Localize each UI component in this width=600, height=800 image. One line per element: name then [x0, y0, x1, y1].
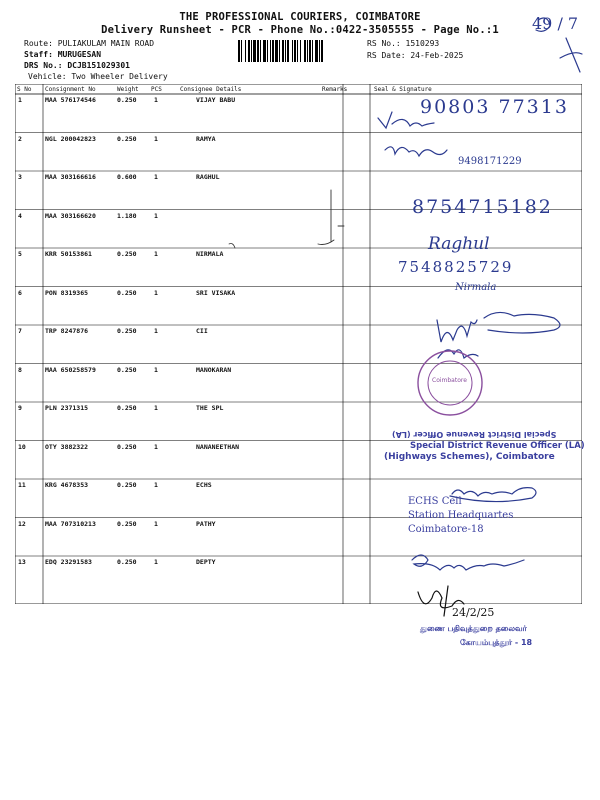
runsheet-subtitle: Delivery Runsheet - PCR - Phone No.:0422-3505555 - Page No.:1	[101, 24, 499, 36]
row-pcs: 1	[154, 558, 158, 566]
row-consignee: NIRMALA	[196, 250, 224, 258]
row-sno: 12	[18, 519, 26, 528]
col-header-weight: Weight	[117, 86, 139, 93]
row-weight: 0.250	[117, 481, 137, 489]
row-sno: 1	[18, 96, 22, 104]
row-weight: 0.250	[117, 519, 137, 528]
tick-row5	[229, 244, 235, 249]
mark-row4	[318, 190, 334, 245]
row-weight: 1.180	[117, 211, 137, 220]
row-consignment-no: NGL 200042823	[45, 134, 96, 143]
stamp-officer-mirror: Special District Revenue Officer (LA)	[392, 430, 557, 439]
row-consignment-no: EDQ 23291583	[45, 558, 92, 566]
row-sno: 7	[18, 327, 22, 335]
row-pcs: 1	[154, 481, 158, 489]
handwritten-phone-row5: 7548825729	[398, 258, 514, 276]
row-consignment-no: PLN 2371315	[45, 404, 89, 412]
row-consignee: CII	[196, 327, 208, 335]
signature-row11	[450, 488, 536, 502]
row-sno: 6	[18, 288, 22, 297]
handwritten-phone-row1: 90803 77313	[420, 96, 569, 118]
row-pcs: 1	[154, 250, 158, 258]
row-consignee: PATHY	[196, 519, 216, 528]
stamp-officer-line1: Special District Revenue Officer (LA)	[410, 441, 585, 451]
signature-row7	[437, 320, 477, 342]
col-header-consignment: Consignment No	[45, 86, 96, 93]
row-consignee: RAMYA	[196, 134, 216, 143]
row-pcs: 1	[154, 134, 158, 143]
row-weight: 0.250	[117, 96, 137, 104]
row-consignment-no: MAA 303166616	[45, 173, 96, 181]
row-consignment-no: MAA 576174546	[45, 96, 96, 104]
row-sno: 5	[18, 250, 22, 258]
loop-row7	[484, 312, 560, 333]
handwritten-date: 24/2/25	[452, 606, 495, 619]
row-weight: 0.250	[117, 327, 137, 335]
corner-note: 49 / 7	[532, 14, 579, 33]
row-weight: 0.250	[117, 558, 137, 566]
drs-label: DRS No.: DCJB151029301	[24, 61, 130, 70]
row-sno: 11	[18, 481, 26, 489]
corner-stroke	[560, 38, 582, 72]
handwritten-phone-row2: 9498171229	[458, 156, 522, 167]
row-consignment-no: TRP 8247876	[45, 327, 89, 335]
row-sno: 8	[18, 365, 22, 374]
col-header-sno: S No	[17, 86, 32, 93]
row-pcs: 1	[154, 519, 158, 528]
row-weight: 0.250	[117, 134, 137, 143]
stamp-echs-line3: Coimbatore-18	[408, 524, 484, 535]
handwritten-phone-row4: 8754715182	[412, 196, 553, 218]
stamp-echs-line1: ECHS Cell	[408, 496, 462, 507]
row-consignment-no: PON 8319365	[45, 288, 89, 297]
stamp-officer-line2: (Highways Schemes), Coimbatore	[384, 452, 555, 462]
stamp-tamil-line2: கோயம்புத்தூர் - 18	[460, 638, 533, 647]
row-pcs: 1	[154, 442, 158, 451]
col-header-pcs: PCS	[151, 86, 162, 93]
row-sno: 3	[18, 173, 22, 181]
company-title: THE PROFESSIONAL COURIERS, COIMBATORE	[179, 11, 421, 23]
col-header-signature: Seal & Signature	[374, 86, 432, 93]
vehicle-label: Vehicle: Two Wheeler Delivery	[28, 72, 168, 81]
row-sno: 13	[18, 558, 26, 566]
row-consignment-no: MAA 303166620	[45, 211, 96, 220]
row-pcs: 1	[154, 327, 158, 335]
stamp-echs-line2: Station Headquartes	[408, 510, 514, 521]
row-weight: 0.250	[117, 288, 137, 297]
row-pcs: 1	[154, 173, 158, 181]
round-stamp-text: Coimbatore	[432, 377, 467, 384]
bottom-stroke	[444, 586, 448, 616]
row-sno: 9	[18, 404, 22, 412]
row-consignment-no: MAA 650258579	[45, 365, 96, 374]
row-consignee: RAGHUL	[196, 173, 220, 181]
row-consignee: THE SPL	[196, 404, 224, 412]
row-sno: 10	[18, 442, 26, 451]
col-header-consignee: Consignee Details	[180, 86, 242, 93]
row-pcs: 1	[154, 288, 158, 297]
rs-no-label: RS No.: 1510293	[367, 39, 440, 48]
row-consignment-no: KRR 50153861	[45, 250, 92, 258]
stamp-tamil-line1: துணை பதிவுத்துறை தலைவர்	[420, 624, 527, 633]
row-consignee: ECHS	[196, 481, 212, 489]
handwritten-name-row6: Nirmala	[455, 282, 497, 293]
staff-label: Staff: MURUGESAN	[24, 50, 102, 59]
row-pcs: 1	[154, 404, 158, 412]
row-weight: 0.250	[117, 250, 137, 258]
row-pcs: 1	[154, 211, 158, 220]
row-sno: 4	[18, 211, 22, 220]
row-consignee: VIJAY BABU	[196, 96, 236, 104]
row-consignment-no: KRG 4678353	[45, 481, 89, 489]
row-sno: 2	[18, 134, 22, 143]
row-consignment-no: MAA 707310213	[45, 519, 96, 528]
rs-date-label: RS Date: 24-Feb-2025	[367, 51, 464, 60]
row-weight: 0.250	[117, 404, 137, 412]
row-consignment-no: OTY 3882322	[45, 442, 89, 451]
signature-row2	[385, 147, 447, 156]
col-header-remarks: Remarks	[322, 86, 348, 93]
row-consignee: SRI VISAKA	[196, 288, 236, 297]
row-consignee: MANOKARAN	[196, 365, 232, 374]
row-weight: 0.250	[117, 365, 137, 374]
signature-row13	[412, 555, 524, 570]
row-consignee: NANANEETHAN	[196, 442, 240, 451]
row-consignee: DEPTY	[196, 558, 216, 566]
route-label: Route: PULIAKULAM MAIN ROAD	[24, 39, 155, 48]
handwritten-name-row5: Raghul	[428, 234, 490, 254]
row-pcs: 1	[154, 365, 158, 374]
row-weight: 0.600	[117, 173, 137, 181]
row-pcs: 1	[154, 96, 158, 104]
row-weight: 0.250	[117, 442, 137, 451]
